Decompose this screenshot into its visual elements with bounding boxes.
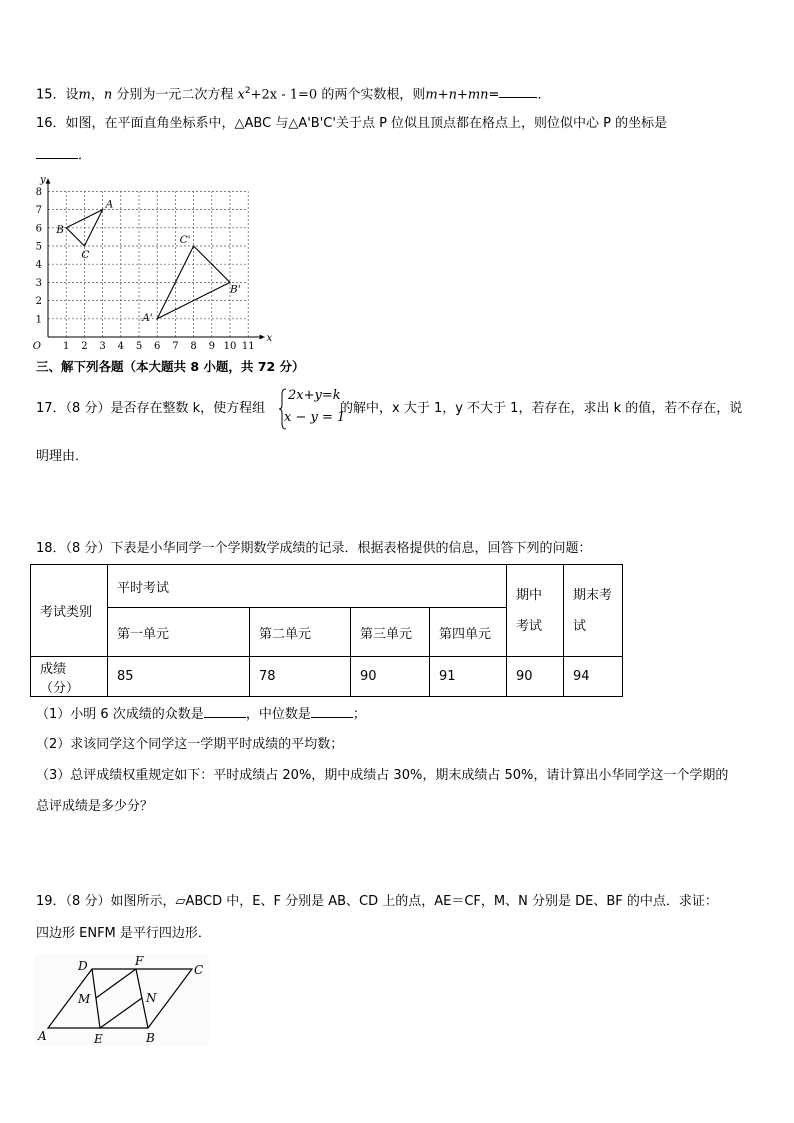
x-tick-label: 2 — [81, 341, 88, 352]
q19-text1: 19．（8 分）如图所示，▱ABCD 中，E、F 分别是 AB、CD 上的点，AE＝CF，M、N 分别是 DE、BF 的中点．求证： — [36, 894, 718, 909]
q15-var-m: m — [78, 87, 91, 103]
score-cell — [507, 657, 564, 697]
unit-3-label: 第三单元 — [360, 626, 413, 642]
x-tick-label: 5 — [135, 341, 143, 352]
axes — [46, 179, 265, 340]
q17-text3: 明理由． — [36, 449, 89, 464]
q18-sub1-c: ； — [352, 707, 366, 722]
q15-eq-x: x — [237, 87, 245, 103]
q16-end: ． — [78, 148, 92, 163]
vertex-label-a: A — [38, 1029, 47, 1043]
score-cell — [430, 657, 507, 697]
q16-text: 16．如图，在平面直角坐标系中，△ABC 与△A'B'C'关于点 P 位似且顶点都在格点上，则位似中心 P 的坐标是 — [36, 116, 668, 131]
regular-header-cell — [108, 565, 507, 608]
y-tick-label: 3 — [35, 277, 42, 289]
q15-answer-blank[interactable] — [499, 85, 537, 98]
midterm-header-cell — [507, 565, 564, 657]
score-cell — [351, 657, 430, 697]
q15-comma: ， — [90, 87, 104, 103]
coordinate-grid-figure — [30, 170, 273, 352]
q17-text2: 的解中，x 大于 1，y 不大于 1，若存在，求出 k 的值，若不存在，说 — [340, 401, 743, 416]
score-row-label-cell — [31, 657, 108, 697]
q18-sub1-a: （1）小明 6 次成绩的众数是 — [36, 707, 204, 722]
x-tick-label: 4 — [117, 341, 124, 352]
q18-sub2 — [36, 736, 343, 754]
final-header-cell — [564, 565, 623, 657]
q15-var-n: n — [103, 87, 113, 103]
unit-4-label: 第四单元 — [439, 626, 492, 642]
q18-sub1-b: ，中位数是 — [245, 707, 311, 722]
x-tick-label: 7 — [172, 341, 179, 352]
q17-line-2 — [36, 448, 88, 466]
q18-sub3 — [36, 767, 728, 785]
x-axis-arrow-icon — [260, 335, 265, 340]
q15-line — [36, 82, 550, 104]
score-value: 85 — [117, 669, 134, 684]
vertex-label-m: M — [78, 992, 91, 1006]
score-value: 91 — [439, 669, 456, 684]
q15-text1: 分别为一元二次方程 — [112, 87, 238, 103]
score-cell — [108, 657, 250, 697]
point-labels — [55, 199, 240, 324]
category-header-cell — [31, 565, 108, 657]
q17-line-cont — [340, 400, 742, 418]
final-header-l1: 期末考 — [573, 587, 613, 603]
q19-line — [36, 893, 718, 911]
y-tick-label: 4 — [35, 259, 42, 271]
y-tick-label: 6 — [35, 223, 42, 235]
q16-answer-line — [36, 146, 91, 165]
vertex-label-c: C — [194, 963, 204, 977]
point-label-a2: A' — [142, 311, 153, 324]
origin-label: O — [32, 341, 41, 352]
q17-eq1: 2x+y=k — [288, 388, 341, 403]
y-tick-label: 7 — [35, 205, 42, 217]
unit-3-header — [351, 608, 430, 657]
section-3-heading — [36, 358, 305, 376]
score-row-label: 成绩（分） — [40, 661, 80, 696]
category-header: 考试类别 — [40, 605, 93, 620]
q15-expr: m+n+mn — [425, 87, 489, 103]
y-tick-label: 5 — [35, 241, 42, 253]
q18-text: 18．（8 分）下表是小华同学一个学期数学成绩的记录．根据表格提供的信息，回答下列的问题： — [36, 541, 592, 556]
q18-sub3-text-a: （3）总评成绩权重规定如下：平时成绩占 20%，期中成绩占 30%，期末成绩占 50%，请计算出小华同学这一个学期的 — [36, 768, 729, 783]
section-3-title: 三、解下列各题（本大题共 8 小题，共 72 分） — [36, 359, 305, 374]
score-value: 90 — [360, 669, 377, 684]
unit-4-header — [430, 608, 507, 657]
q15-prefix: 15．设 — [36, 87, 79, 103]
x-tick-label: 1 — [63, 341, 70, 352]
x-tick-label: 8 — [190, 341, 197, 352]
unit-2-label: 第二单元 — [259, 626, 312, 642]
y-tick-label: 1 — [35, 314, 42, 326]
x-tick-label: 6 — [154, 341, 161, 352]
unit-2-header — [250, 608, 351, 657]
final-header-l2: 试 — [573, 618, 587, 634]
q17-text1: 17．（8 分）是否存在整数 k，使方程组 — [36, 401, 266, 416]
unit-1-label: 第一单元 — [117, 626, 170, 642]
regular-header: 平时考试 — [117, 580, 170, 596]
score-cell — [564, 657, 623, 697]
y-tick-label: 2 — [35, 296, 42, 308]
x-tick-label: 9 — [208, 341, 215, 352]
q17-eq2: x − y = 1 — [284, 410, 346, 425]
q17-equation-system — [279, 388, 349, 430]
unit-1-header — [108, 608, 250, 657]
x-axis-label: x — [266, 333, 273, 344]
vertex-label-f: F — [135, 954, 144, 968]
q19-line-2 — [36, 925, 211, 943]
vertex-label-n: N — [146, 991, 157, 1005]
point-label-b2: B' — [230, 283, 241, 296]
q17-line — [36, 400, 265, 418]
point-label-b: B — [56, 223, 64, 236]
score-table — [30, 564, 623, 697]
score-value: 78 — [259, 669, 276, 684]
q18-median-blank[interactable] — [311, 705, 353, 718]
midterm-header-l1: 期中 — [516, 587, 543, 603]
q15-eq-sup: 2 — [244, 86, 251, 96]
x-tick-label: 10 — [223, 341, 237, 352]
q15-text2: 的两个实数根，则 — [317, 87, 426, 103]
vertex-label-e: E — [94, 1032, 103, 1046]
vertex-label-d: D — [78, 959, 88, 973]
y-tick-label: 8 — [35, 186, 42, 198]
point-label-c: C — [81, 249, 90, 261]
q15-eq-sign: = — [488, 87, 500, 103]
q18-sub2-text: （2）求该同学这个同学这一学期平时成绩的平均数； — [36, 737, 344, 752]
point-label-c2: C' — [179, 234, 191, 246]
x-tick-label: 3 — [99, 341, 106, 352]
point-label-a: A — [105, 198, 114, 211]
vertex-label-b: B — [146, 1031, 155, 1045]
q18-sub3-cont — [36, 798, 153, 816]
q18-sub3-text-b: 总评成绩是多少分？ — [36, 799, 154, 814]
q18-line — [36, 540, 591, 558]
q19-text2: 四边形 ENFM 是平行四边形． — [36, 926, 211, 941]
score-cell — [250, 657, 351, 697]
score-value: 94 — [573, 669, 590, 684]
y-axis-arrow-icon — [46, 179, 51, 184]
y-axis-label: y — [40, 174, 46, 186]
parallelogram-figure — [34, 954, 209, 1046]
tick-labels — [33, 175, 273, 352]
midterm-header-l2: 考试 — [516, 618, 543, 634]
q16-line — [36, 115, 667, 133]
q15-eq-rest: +2x - 1=0 — [250, 87, 318, 103]
q15-end: ． — [537, 87, 551, 103]
q16-answer-blank[interactable] — [36, 146, 78, 159]
x-tick-label: 11 — [241, 341, 255, 352]
q18-sub1 — [36, 705, 366, 724]
q18-mode-blank[interactable] — [204, 705, 246, 718]
score-value: 90 — [516, 669, 533, 684]
